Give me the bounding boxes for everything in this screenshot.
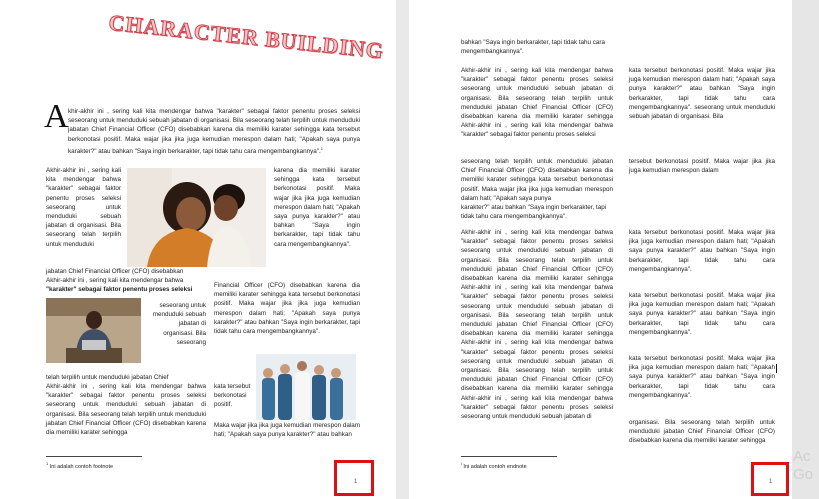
page-gap [396, 0, 409, 499]
page-number-highlight-box [334, 460, 374, 496]
text-cursor [776, 364, 777, 373]
p2-column-left-a: Akhir-akhir ini , sering kali kita mendengar bahwa "karakter" sebagai faktor penentu proses seleksi seseorang untuk menduduki sebuah jabatan di organisasi. Bila seseorang telah terpilih untuk menduduki jabatan Chief Financial Officer (CFO) disebabkan karena dia memiliki karater sehingga Akhir-akhir ini , sering kali kita mendengar bahwa "karakter" sebagai faktor penentu proses seleksi [461, 67, 613, 139]
p2-column-left-c: Akhir-akhir ini , sering kali kita mendengar bahwa "karakter" sebagai faktor penentu proses seleksi seseorang untuk menduduki sebuah jabatan di organisasi. Bila seseorang telah terpilih untuk menduduki jabatan Chief Financial Officer (CFO) disebabkan karena dia memiliki karater sehingga Akhir-akhir ini , sering kali kita mendengar bahwa "karakter" sebagai faktor penentu proses seleksi seseorang untuk menduduki sebuah jabatan di organisasi. Bila seseorang telah terpilih untuk menduduki jabatan Chief Financial Officer (CFO) disebabkan karena dia memiliki karater sehingga Akhir-akhir ini , sering kali kita mendengar bahwa "karakter" sebagai faktor penentu proses seleksi seseorang untuk menduduki sebuah jabatan di organisasi. Bila seseorang telah terpilih untuk menduduki jabatan Chief Financial Officer (CFO) disebabkan karena dia memiliki karater sehingga Akhir-akhir ini , sering kali kita mendengar bahwa "karakter" sebagai faktor penentu proses seleksi seseorang untuk menduduki sebuah jabatan di [461, 229, 613, 421]
body-line-3: "karakter" sebagai faktor penentu proses seleksi [46, 286, 193, 293]
body-line-1: jabatan Chief Financial Officer (CFO) disebabkan [46, 268, 184, 275]
p2-full-mid: karakter?" atau bahkan "Saya ingin berkarakter, tapi tidak tahu cara mengembangkannya". [461, 204, 607, 221]
endnote-separator [461, 456, 557, 457]
p2-column-right-b: tersebut berkonotasi positif. Maka wajar jika jika juga kemudian merespon dalam [629, 158, 775, 175]
footnote-separator [46, 456, 142, 457]
activate-windows-watermark [793, 448, 819, 484]
body-line-2: Akhir-akhir ini , sering kali kita mendengar bahwa [46, 277, 184, 284]
p2-column-right-a: kata tersebut berkonotasi positif. Maka wajar jika juga kemudian merespon dalam hati; "Apakah saya punya karakter?" atau bahkan "Saya ingin berkarakter, tapi tidak tahu cara mengembangkannya". seseorang untuk menduduki sebuah jabatan di organisasi. Bila [629, 67, 775, 121]
wordart-title: CHARACTER BUILDING [107, 9, 386, 64]
man-laptop-image [46, 298, 141, 363]
medical-team-image [256, 354, 356, 420]
p2-column-left-b: seseorang telah terpilih untuk menduduki jabatan Chief Financial Officer (CFO) disebabkan karena dia memiliki karater sehingga kata tersebut berkonotasi positif. Maka wajar jika jika juga kemudian merespon dalam hati; "Apakah saya punya [461, 158, 613, 202]
column-left-2: Akhir-akhir ini , sering kali kita mendengar bahwa "karakter" sebagai faktor penentu proses seleksi seseorang untuk menduduki sebuah jabatan di organisasi. Bila seseorang telah terpilih untuk menduduki jabatan Chief Financial Officer (CFO) disebabkan karena dia memiliki karater sehingga [46, 383, 206, 437]
document-page-2 [409, 0, 792, 499]
intro-paragraph [68, 107, 360, 156]
man-laptop-photo [46, 298, 141, 363]
footnote-reference: 1 [320, 145, 324, 151]
page-number-highlight-box-2 [751, 462, 789, 496]
p2-column-right-c1: kata tersebut berkonotasi positif. Maka wajar jika jika juga kemudian merespon dalam hati; "Apakah saya punya karakter?" atau bahkan "Saya ingin berkarakter, tapi tidak tahu cara mengembangkannya". [629, 229, 775, 273]
watermark-line-2: Go [793, 466, 814, 483]
footnote-mark: 1 [46, 461, 49, 466]
page-number: 1 [354, 479, 358, 485]
column-left-1: Akhir-akhir ini , sering kali kita mendengar bahwa "karakter" sebagai faktor penentu proses seleksi seseorang untuk menduduki sebuah jabatan di organisasi. Bila seseorang telah terpilih untuk menduduki [46, 167, 121, 248]
column-right-1: karena dia memiliki karater sehingga kata tersebut berkonotasi positif. Maka wajar jika jika juga kemudian merespon dalam hati; "Apakah saya punya karakter?" atau bahkan "Saya ingin berkarakter, tapi tidak tahu cara mengembangkannya". [274, 167, 360, 248]
endnote-mark: i [461, 461, 462, 466]
drop-cap: A [44, 98, 69, 135]
medical-team-photo [256, 354, 356, 420]
footnote [46, 459, 246, 472]
endnote-text: Ini adalah contoh endnote [463, 463, 527, 470]
column-right-2: Financial Officer (CFO) disebabkan karena dia memiliki karater sehingga kata tersebut berkonotasi positif. Maka wajar jika jika juga kemudian merespon dalam hati; "Apakah saya punya karakter?" atau bahkan "Saya ingin berkarakter, tapi tidak tahu cara mengembangkannya". [214, 282, 360, 336]
body-line-4: telah terpilih untuk menduduki jabatan Chief [46, 374, 169, 381]
p2-column-right-c3: kata tersebut berkonotasi positif. Maka wajar jika jika juga kemudian merespon dalam hati; "Apakah saya punya karakter?" atau bahkan "Saya ingin berkarakter, tapi tidak tahu cara mengembangkannya". [629, 355, 775, 399]
endnote [461, 459, 661, 472]
watermark-line-1: Ac [793, 448, 811, 465]
mother-child-photo [127, 168, 266, 267]
column-right-4: Maka wajar jika jika juga kemudian merespon dalam hati; "Apakah saya punya karakter?" atau bahkan [214, 422, 360, 439]
carryover-line: bahkan "Saya ingin berkarakter, tapi tidak tahu cara mengembangkannya". [461, 39, 606, 56]
document-page-1 [0, 0, 396, 499]
page-number-2: 1 [769, 479, 773, 485]
footnote-text: Ini adalah contoh footnote [49, 463, 114, 470]
column-mid-narrow: seseorang untuk menduduki sebuah jabatan di organisasi. Bila seseorang [152, 302, 206, 346]
p2-column-right-c2: kata tersebut berkonotasi positif. Maka wajar jika jika juga kemudian merespon dalam hati; "Apakah saya punya karakter?" atau bahkan "Saya ingin berkarakter, tapi tidak tahu cara mengembangkannya". [629, 292, 775, 336]
p2-column-right-c4: organisasi. Bila seseorang telah terpilih untuk menduduki jabatan Chief Financial Officer (CFO) disebabkan karena dia memiliki karater sehingga [629, 419, 775, 445]
mother-child-image [127, 168, 266, 267]
intro-text: khir-akhir ini , sering kali kita mendengar bahwa "karakter" sebagai faktor penentu proses seleksi seseorang untuk menduduki sebuah jabatan di organisasi. Bila seseorang telah terpilih untuk menduduki jabatan Chief Financial Officer (CFO) disebabkan karena dia memiliki karater sehingga kata tersebut berkonotasi positif. Maka wajar jika jika juga kemudian merespon dalam hati; "Apakah saya punya karakter?" atau bahkan "Saya ingin berkarakter, tapi tidak tahu cara mengembangkannya". [68, 108, 360, 155]
column-right-3: kata tersebut berkonotasi positif. [214, 383, 251, 409]
